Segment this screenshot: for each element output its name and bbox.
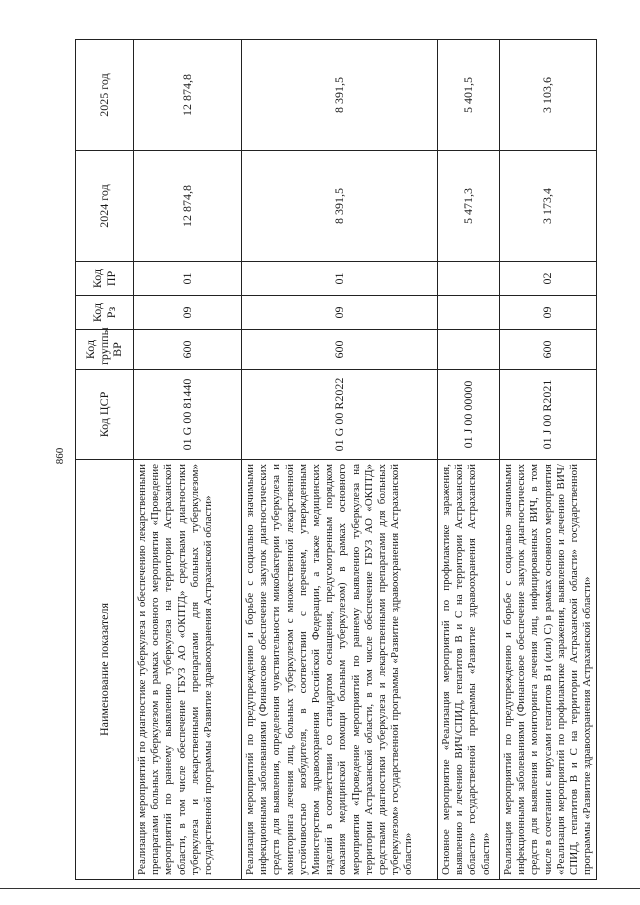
row-vr: 600 xyxy=(134,330,242,370)
row-rz: 09 xyxy=(134,296,242,330)
row-rz xyxy=(438,296,500,330)
row-2024: 8 391,5 xyxy=(242,151,438,262)
row-vr xyxy=(438,330,500,370)
table-row xyxy=(134,40,242,880)
row-2025: 12 874,8 xyxy=(134,40,242,151)
table-row xyxy=(500,40,597,880)
page-number: 860 xyxy=(54,447,66,465)
table-row xyxy=(438,40,500,880)
row-2025: 5 401,5 xyxy=(438,40,500,151)
row-2025: 3 103,6 xyxy=(500,40,597,151)
row-2025: 8 391,5 xyxy=(242,40,438,151)
table-row xyxy=(242,40,438,880)
row-rz: 09 xyxy=(242,296,438,330)
row-csr: 01 G 00 81440 xyxy=(134,370,242,460)
row-2024: 3 173,4 xyxy=(500,151,597,262)
row-2024: 5 471,3 xyxy=(438,151,500,262)
header-name: Наименование показателя xyxy=(76,460,134,880)
row-2024: 12 874,8 xyxy=(134,151,242,262)
header-pr: Код ПР xyxy=(76,262,134,296)
header-2024: 2024 год xyxy=(76,151,134,262)
scan-edge-line xyxy=(0,888,640,889)
row-name: Основное мероприятие «Реализация мероприятий по профилактике заражения, выявлению и лечению ВИЧ/СПИД, гепатитов В и С на территории Астраханской области» государственной программы «Развитие здравоохранения Астраханской области» xyxy=(438,460,500,880)
row-name: Реализация мероприятий по предупреждению и борьбе с социально значимыми инфекционными заболеваниями (Финансовое обеспечение закупок диагностических средств для выявления и мониторинга лечения лиц, инфицированных ВИЧ, в том числе в сочетании с вирусами гепатитов В и (или) С) в рамках основного мероприятия «Реализация мероприятий по профилактике заражения, выявлению и лечению ВИЧ/СПИД, гепатитов В и С на территории Астраханской области» государственной программы «Развитие здравоохранения Астраханской области» xyxy=(500,460,597,880)
header-vr: Код группы ВР xyxy=(76,330,134,370)
budget-table-sheet xyxy=(75,40,594,880)
header-csr: Код ЦСР xyxy=(76,370,134,460)
row-pr xyxy=(438,262,500,296)
table-header-row xyxy=(76,40,134,880)
row-name: Реализация мероприятий по предупреждению и борьбе с социально значимыми инфекционными заболеваниями (Финансовое обеспечение закупок диагностических средств для выявления, определения чувствительности микобактерии туберкулеза и мониторинга лечения лиц, больных туберкулезом с множественной лекарственной устойчивостью возбудителя, в соответствии с перечнем, утвержденным Министерством здравоохранения Российской Федерации, а также медицинских изделий в соответствии со стандартом оснащения, предусмотренным порядком оказания медицинской помощи больным туберкулезом) в рамках основного мероприятия «Проведение мероприятий по раннему выявлению туберкулеза на территории Астраханской области, в том числе обеспечение ГБУЗ АО «ОКПТД» средствами диагностики туберкулеза и лекарственными препаратами для больных туберкулезом» государственной программы «Развитие здравоохранения Астраханской области» xyxy=(242,460,438,880)
row-csr: 01 J 00 R2021 xyxy=(500,370,597,460)
budget-table xyxy=(75,39,597,880)
row-name: Реализация мероприятий по диагностике туберкулеза и обеспечению лекарственными препаратами больных туберкулезом в рамках основного мероприятия «Проведение мероприятий по раннему выявлению туберкулеза на территории Астраханской области, в том числе обеспечение ГБУЗ АО «ОКПТД» средствами диагностики туберкулеза и лекарственными препаратами для больных туберкулезом» государственной программы «Развитие здравоохранения Астраханской области» xyxy=(134,460,242,880)
row-pr: 01 xyxy=(134,262,242,296)
row-pr: 02 xyxy=(500,262,597,296)
row-rz: 09 xyxy=(500,296,597,330)
header-rz: Код Рз xyxy=(76,296,134,330)
row-vr: 600 xyxy=(242,330,438,370)
header-2025: 2025 год xyxy=(76,40,134,151)
row-csr: 01 J 00 00000 xyxy=(438,370,500,460)
row-vr: 600 xyxy=(500,330,597,370)
row-csr: 01 G 00 R2022 xyxy=(242,370,438,460)
row-pr: 01 xyxy=(242,262,438,296)
